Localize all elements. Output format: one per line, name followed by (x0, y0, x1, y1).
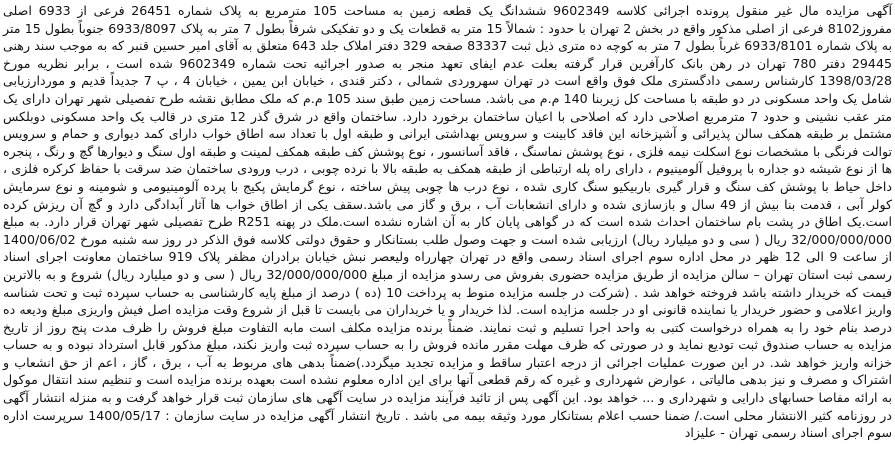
notice-body-text: آگهی مزایده مال غیر منقول پرونده اجرائی کلاسه 9602349 ششدانگ یک قطعه زمین به مساحت 105 مترمربع به پلاک شماره 26451 فرعی از 6933 اصلی مفروز8102 فرعی از اصلی مذکور واقع در بخش 2 تهران با حدود : شمالاً 15 متر به قطعات یک و دو تفکیکی شرقاً بطول 7 متر به پلاک 6933/8097 جنوباً بطول 15 متر به پلاک شماره 6933/8101 غرباً بطول 7 متر به کوچه ده متری ذیل ثبت 83337 صفحه 329 دفتر املاک جلد 643 متعلق به آقای امیر حسین قنبر که به موجب سند رهنی 29445 دفتر 780 تهران در رهن بانک کارآفرین قرار گرفته بعلت عدم ایفای تعهد منجر به صدور اجرائیه تحت شماره 9602349 شده است ، برابر نظریه مورخ 1398/03/28 کارشناس رسمی دادگستری ملک فوق واقع است در تهران سهروردی شمالی ، دکتر قندی ، خیابان ابن یمین ، خیابان 4 ، پ 7 جدیداً قدیم و موردارزیابی شامل یک واحد مسکونی در دو طبقه با مساحت کل زیربنا 140 م.م می باشد. مساحت زمین طبق سند 105 م.م که ملک مطابق نقشه طرح تفصیلی شهر تهران دارای یک متر عقب نشینی و حدود 7 مترمربع اصلاحی دارد که اصلاحی با اعیان ساختمان برخورد دارد. ساختمان واقع در شرق گذر 12 متری در قالب یک واحد مسکونی دوبلکس مشتمل بر طبقه همکف سالن پذیرائی و آشپزخانه این فاقد کابینت و سرویس بهداشتی ایرانی و طبقه اول با تعداد سه اطاق خواب دارای کمد دیواری و حمام و سرویس توالت فرنگی با مشخصات نوع اسکلت نیمه فلزی ، نوع پوشش نماسنگ ، فاقد آسانسور ، نوع پوشش کف طبقه همکف لمینت و طبقه اول سنگ و دیوارها گچ و رنگ ، پنجره ها از نوع شیشه دو جداره با پروفیل آلومینیوم ، دارای راه پله ارتباطی از طبقه همکف به طبقه بالا با نرده چوبی ، درب ورودی ساختمان ضد سرقت با حفاظ کرکره فلزی ، داخل حیاط با پوشش کف سنگ و قرار گیری باربیکیو سنگ کاری شده ، نوع درب ها چوبی پیش ساخته ، نوع گرمایش پکیج با پرده آلومینیومی و شومینه و نوع سرمایش کولر آبی ، قدمت بنا بیش از 49 سال و بازسازی شده و دارای انشعابات آب ، برق و گاز می باشد.سقف یکی از اطاق خواب ها آثار آبدادگی دارد و گچ آن ریزش کرده است.یک اطاق در پشت بام ساختمان احداث شده است که در گواهی پایان کار به آن اشاره نشده است.ملک در پهنه R251 طرح تفصیلی شهر تهران قرار دارد. به مبلغ 32/000/000/000 ریال ( سی و دو میلیارد ریال) ارزیابی شده است و جهت وصول طلب بستانکار و حقوق دولتی کلاسه فوق الذکر در روز سه شنبه مورخ 1400/06/02 از ساعت 9 الی 12 ظهر در محل اداره سوم اجرای اسناد رسمی واقع در تهران چهارراه ولیعصر نبش خیابان برادران مظفر پلاک 919 ساختمان معاونت اجرای اسناد رسمی ثبت استان تهران – سالن مزایده از طریق مزایده حضوری بفروش می رسدو مزایده از مبلغ 32/000/000/000 ریال ( سی و دو میلیارد ریال) شروع و به بالاترین قیمت که خریدار داشته باشد فروخته خواهد شد . (شرکت در جلسه مزایده منوط به پرداخت 10 (ده ) درصد از مبلغ پایه کارشناسی به حساب سپرده ثبت و تحت شناسه واریز اعلامی و حضور خریدار یا نماینده قانونی او در جلسه مزایده است. لذا خریدار و یا خریداران می بایست تا قبل از شروع وقت مزایده اصل فیش واریزی مبلغ ودیعه ده درصد بنام خود را به همراه درخواست کتبی به واحد اجرا تسلیم و ثبت نمایند. ضمناً برنده مزایده مکلف است مابه التفاوت مبلغ فروش را ظرف مدت پنج روز از تاریخ مزایده به حساب صندوق ثبت تودیع نماید و در صورتی که ظرف مهلت مقرر مانده فروش را به حساب سپرده ثبت واریز نکند، مبلغ مذکور قابل استرداد نبوده و به حساب خزانه واریز خواهد شد. در این صورت عملیات اجرائی از درجه اعتبار ساقط و مزایده تجدید میگردد.)ضمناً بدهی های مربوط به آب ، برق ، گاز ، اعم از حق انشعاب و اشتراک و مصرف و نیز بدهی مالیاتی ، عوارض شهرداری و غیره که رقم قطعی آنها برای این اداره معلوم نشده است بعهده برنده مزایده است و تنظیم سند انتقال موکول به ارائه مفاصا حسابهای دارایی و شهرداری و ... خواهد بود. این آگهی پس از تائید فرآیند مزایده در سایت آگهی های سازمان ثبت قرار خواهد گرفت و به منزله انتشار آگهی در روزنامه کثیر الانتشار محلی است./ ضمنا حسب اعلام بستانکار مورد وثیقه بیمه می باشد . تاریخ انتشار آگهی مزایده در سایت سازمان : 1400/05/17 سرپرست اداره سوم اجرای اسناد رسمی تهران - علیزاد (3, 3, 893, 441)
